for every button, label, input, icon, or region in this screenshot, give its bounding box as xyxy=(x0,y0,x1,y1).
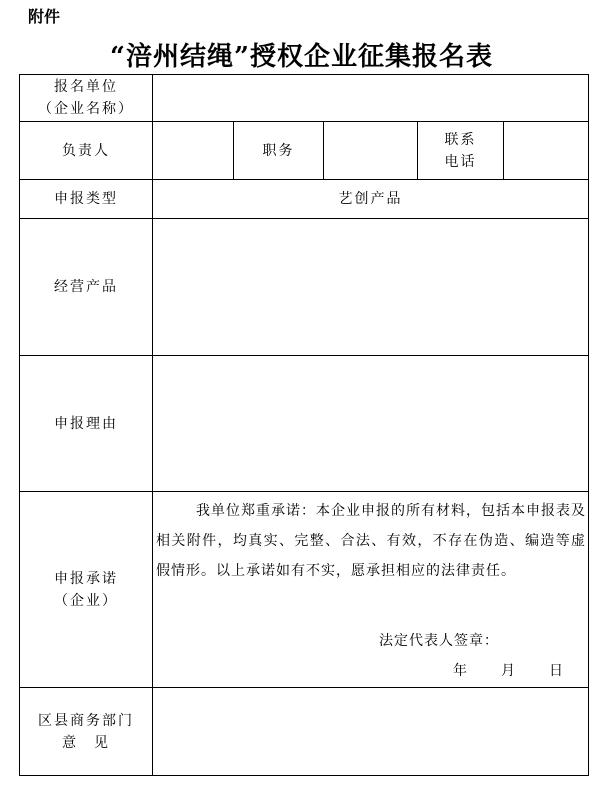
attachment-label: 附件 xyxy=(28,7,61,26)
phone-value-cell[interactable] xyxy=(504,122,589,180)
date-day: 日 xyxy=(549,663,563,679)
phone-label: 联系 电话 xyxy=(418,122,504,180)
row-products xyxy=(20,219,589,356)
promise-cell xyxy=(153,492,589,688)
reason-value-cell[interactable] xyxy=(153,356,589,492)
row-person xyxy=(20,122,589,180)
row-opinion xyxy=(20,688,589,776)
registration-form-table xyxy=(19,74,589,776)
products-label: 经营产品 xyxy=(20,219,153,356)
signature-label: 法定代表人签章： xyxy=(379,633,499,649)
promise-text: 我单位郑重承诺：本企业申报的所有材料，包括本申报表及相关附件，均真实、完整、合法、有效，不存在伪造、编造等虚假情形。以上承诺如有不实，愿承担相应的法律责任。 xyxy=(156,503,587,579)
date-month: 月 xyxy=(501,663,515,679)
opinion-value-cell[interactable] xyxy=(153,688,589,776)
form-title: “涪州结绳”授权企业征集报名表 xyxy=(110,42,493,72)
person-value-cell[interactable] xyxy=(153,122,234,180)
date-line xyxy=(453,660,563,682)
position-label: 职务 xyxy=(234,122,324,180)
row-promise xyxy=(20,492,589,688)
person-label: 负责人 xyxy=(20,122,153,180)
unit-value-cell[interactable] xyxy=(153,75,589,122)
reason-label: 申报理由 xyxy=(20,356,153,492)
opinion-label: 区县商务部门 意 见 xyxy=(20,688,153,776)
date-year: 年 xyxy=(453,663,467,679)
type-label: 申报类型 xyxy=(20,180,153,219)
type-value: 艺创产品 xyxy=(153,180,589,219)
products-value-cell[interactable] xyxy=(153,219,589,356)
unit-label: 报名单位 （企业名称） xyxy=(20,75,153,122)
row-unit xyxy=(20,75,589,122)
row-type xyxy=(20,180,589,219)
position-value-cell[interactable] xyxy=(324,122,418,180)
row-reason xyxy=(20,356,589,492)
promise-label: 申报承诺 （企业） xyxy=(20,492,153,688)
